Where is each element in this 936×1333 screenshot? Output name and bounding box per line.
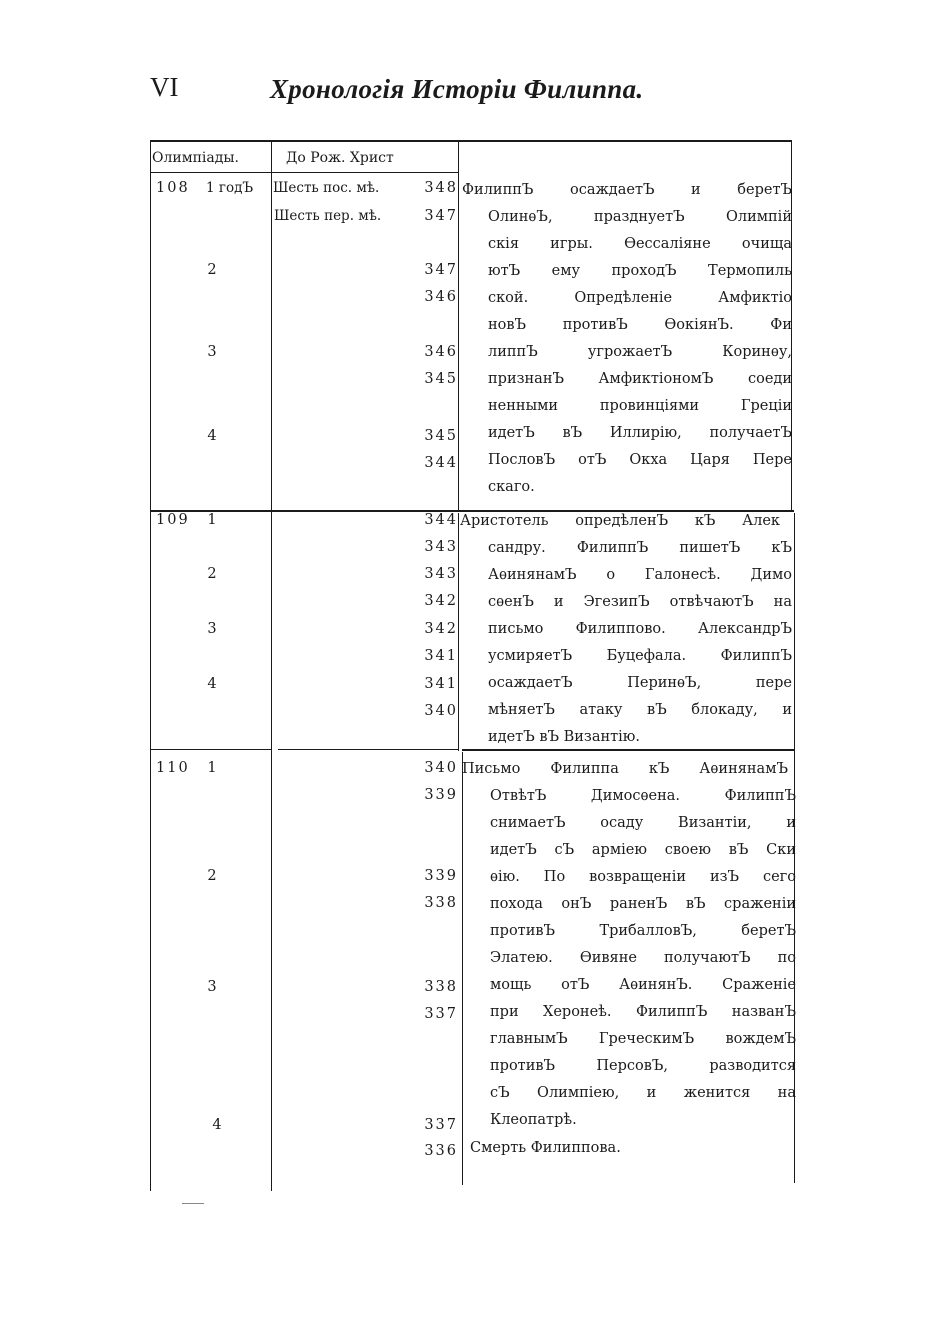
olympiad-year: 2 xyxy=(207,566,217,582)
event-line: ской. Опредѣленіе Амфиктіо xyxy=(488,290,792,306)
event-line: письмо Филиппово. АлександрЪ xyxy=(488,621,792,637)
event-line: скія игры. Ѳессаліяне очища xyxy=(488,236,792,252)
event-line: усмиряетЪ Буцефала. ФилиппЪ xyxy=(488,648,792,664)
olympiad-year: 1 годЪ xyxy=(206,180,254,196)
event-line: ютЪ ему проходЪ Термопиль xyxy=(488,263,792,279)
col-rule-olymp xyxy=(271,141,272,1191)
year-bc: 341 xyxy=(424,648,458,664)
section-rule-2b xyxy=(278,749,458,750)
year-bc: 340 xyxy=(424,760,458,776)
year-bc: 345 xyxy=(424,428,458,444)
year-bc: 341 xyxy=(424,676,458,692)
year-bc: 344 xyxy=(424,455,458,471)
olympiad-year: 3 xyxy=(207,979,217,995)
event-line: ФилиппЪ осаждаетЪ и беретЪ xyxy=(462,182,792,198)
olympiad-number: 108 xyxy=(156,180,190,196)
event-line: при Херонеѣ. ФилиппЪ названЪ xyxy=(490,1004,796,1020)
col-rule-left xyxy=(150,141,151,1191)
olympiad-year: 1 xyxy=(207,512,217,528)
col-rule-bc-2 xyxy=(458,513,459,751)
year-bc: 340 xyxy=(424,703,458,719)
event-line: Смерть Филиппова. xyxy=(470,1140,621,1156)
event-line: осаждаетЪ ПеринѳЪ, пере xyxy=(488,675,792,691)
column-header-bc: До Рож. Христ xyxy=(286,150,394,166)
year-bc: 347 xyxy=(424,208,458,224)
event-line: снимаетЪ осаду Византіи, и xyxy=(490,815,796,831)
event-line: идетЪ сЪ арміею своею вЪ Ски xyxy=(490,842,796,858)
year-bc: 339 xyxy=(424,868,458,884)
event-line: ПословЪ отЪ Окха Царя Пере xyxy=(488,452,792,468)
event-line: Клеопатрѣ. xyxy=(490,1112,577,1128)
event-line: похода онЪ раненЪ вЪ сраженіи xyxy=(490,896,796,912)
olympiad-number: 110 xyxy=(156,760,190,776)
event-line: главнымЪ ГреческимЪ вождемЪ xyxy=(490,1031,796,1047)
event-line: ОлинѳЪ, празднуетЪ Олимпій xyxy=(488,209,792,225)
section-rule-2a xyxy=(150,749,272,750)
month-label: Шесть пос. мѣ. xyxy=(273,180,380,196)
event-line: сЪ Олимпіею, и женится на xyxy=(490,1085,796,1101)
year-bc: 343 xyxy=(424,566,458,582)
event-line: Элатею. Ѳивяне получаютЪ по xyxy=(490,950,796,966)
year-bc: 348 xyxy=(424,180,458,196)
event-line: мѣняетЪ атаку вЪ блокаду, и xyxy=(488,702,792,718)
olympiad-year: 4 xyxy=(207,428,217,444)
event-line: новЪ противЪ ѲокіянЪ. Фи xyxy=(488,317,792,333)
column-header-olympiad: Олимпіады. xyxy=(152,150,239,166)
year-bc: 338 xyxy=(424,979,458,995)
olympiad-year: 4 xyxy=(207,676,217,692)
event-line: противЪ ТрибалловЪ, беретЪ xyxy=(490,923,796,939)
olympiad-year: 3 xyxy=(207,344,217,360)
event-line: признанЪ АмфиктіономЪ соеди xyxy=(488,371,792,387)
event-line: ОтвѣтЪ Димосѳена. ФилиппЪ xyxy=(490,788,796,804)
event-line: Аристотель опредѣленЪ кЪ Алек xyxy=(460,513,780,529)
event-line: мощь отЪ АѳинянЪ. Сраженіе xyxy=(490,977,796,993)
event-line: идетЪ вЪ Иллирію, получаетЪ xyxy=(488,425,792,441)
event-line: идетЪ вЪ Византію. xyxy=(488,729,641,745)
olympiad-year: 1 xyxy=(207,760,217,776)
event-line: сандру. ФилиппЪ пишетЪ кЪ xyxy=(488,540,792,556)
event-line: сѳенЪ и ЭгезипЪ отвѣчаютЪ на xyxy=(488,594,792,610)
event-line: липпЪ угрожаетЪ Коринѳу, xyxy=(488,344,792,360)
event-line: скаго. xyxy=(488,479,535,495)
table-top-rule xyxy=(150,140,792,142)
year-bc: 339 xyxy=(424,787,458,803)
year-bc: 346 xyxy=(424,289,458,305)
header-bottom-rule xyxy=(150,172,458,173)
event-line: ѳію. По возвращеніи изЪ сего xyxy=(490,869,796,885)
col-rule-bc-3 xyxy=(462,752,463,1185)
year-bc: 345 xyxy=(424,371,458,387)
event-line: Письмо Филиппа кЪ АѳинянамЪ xyxy=(462,761,788,777)
year-bc: 342 xyxy=(424,593,458,609)
year-bc: 342 xyxy=(424,621,458,637)
olympiad-year: 2 xyxy=(207,262,217,278)
year-bc: 337 xyxy=(424,1117,458,1133)
col-rule-bc xyxy=(458,141,459,511)
running-title: Хронологія Исторіи Филиппа. xyxy=(270,74,644,104)
year-bc: 343 xyxy=(424,539,458,555)
event-line: противЪ ПерсовЪ, разводится xyxy=(490,1058,796,1074)
month-label: Шесть пер. мѣ. xyxy=(274,208,382,224)
olympiad-year: 2 xyxy=(207,868,217,884)
year-bc: 336 xyxy=(424,1143,458,1159)
year-bc: 338 xyxy=(424,895,458,911)
event-line: АѳинянамЪ о Галонесѣ. Димо xyxy=(488,567,792,583)
olympiad-year: 4 xyxy=(212,1117,222,1133)
page-number: VI xyxy=(150,72,179,102)
event-line: ненными провинціями Греціи xyxy=(488,398,792,414)
year-bc: 347 xyxy=(424,262,458,278)
year-bc: 344 xyxy=(424,512,458,528)
section-rule-2c xyxy=(462,749,794,751)
olympiad-year: 3 xyxy=(207,621,217,637)
olympiad-number: 109 xyxy=(156,512,190,528)
year-bc: 337 xyxy=(424,1006,458,1022)
dash-mark xyxy=(182,1203,204,1204)
year-bc: 346 xyxy=(424,344,458,360)
